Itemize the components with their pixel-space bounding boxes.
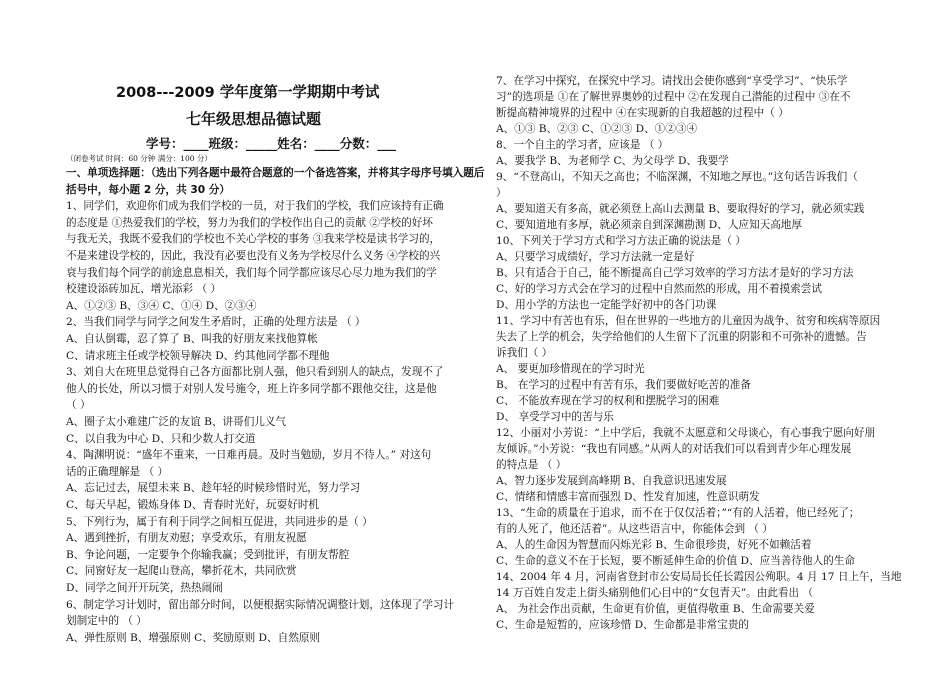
- question-line: C、 不能放弃现在学习的权利和摆脱学习的困难: [496, 395, 720, 407]
- question-line: C、每天早起，锻炼身体 D、青春时光好，玩耍好时机: [66, 499, 320, 511]
- question-line: 10、下列关于学习方式和学习方法正确的说法是（ ）: [496, 235, 746, 247]
- question-line: 4、陶渊明说：“盛年不重来，一日难再晨。及时当勉励，岁月不待人。” 对这句: [66, 449, 432, 462]
- question-line: A、 要更加珍惜现在的学习时光: [496, 363, 645, 375]
- question-line: 他人的长处，所以习惯于对别人发号施令，班上许多同学都不跟他交往，这是他: [66, 382, 437, 395]
- question-line: 失去了上学的机会，失学给他们的人生留下了沉重的阴影和不可弥补的遗憾。告: [496, 331, 867, 343]
- question-line: 与我无关，我既不爱我们的学校也不关心学校的事务 ③我来学校是读书学习的，: [66, 233, 441, 246]
- question-line: 友倾诉。”小芳说：“我也有同感。”从两人的对话我们可以看到青少年心理发展: [496, 443, 852, 455]
- question-line: A、人的生命因为智慧而闪烁光彩 B、生命很珍贵，好死不如赖活着: [496, 539, 812, 551]
- question-line: ）: [496, 187, 507, 199]
- question-line: 12、小丽对小芳说：“上中学后，我就不太愿意和父母谈心，有心事我宁愿向好朋: [496, 427, 876, 439]
- question-line: 8、一个自主的学习者，应该是 （ ）: [496, 139, 669, 151]
- question-line: 13、“生命的质量在于追求，而不在于仅仅活着；”“有的人活着，他已经死了；: [496, 507, 860, 519]
- question-line: 习”的选项是 ①在了解世界奥妙的过程中 ②在发现自己潜能的过程中 ③在不: [496, 91, 851, 103]
- question-line: 一、单项选择题：（选出下列各题中最符合题意的一个备选答案，并将其字母序号填入题后: [66, 167, 485, 179]
- question-line: C、生命的意义不在于长短，要不断延伸生命的价值 D、应当善待他人的生命: [496, 555, 855, 567]
- question-line: 14 万百姓自发走上街头痛别他们心目中的“女包青天”。由此看出 （: [496, 587, 814, 599]
- student-info-line: 学号：____班级：_____姓名：____分数：___: [146, 136, 397, 151]
- question-line: 的态度是 ①热爱我们的学校，努力为我们的学校作出自己的贡献 ②学校的好坏: [66, 216, 433, 229]
- question-line: C、好的学习方式会在学习的过程中自然而然的形成，用不着摸索尝试: [496, 283, 822, 295]
- question-line: A、圈子太小难建广泛的友谊 B、讲哥们儿义气: [66, 416, 287, 428]
- question-line: A、弹性原则 B、增强原则 C、奖励原则 D、自然原则: [66, 631, 321, 644]
- exam-note: （闭卷考试 时间：60 分钟 满分：100 分）: [66, 154, 212, 163]
- question-line: C、要知道地有多厚，就必须亲自到深渊勘测 D、人应知天高地厚: [496, 219, 802, 231]
- question-line: 的特点是 （ ）: [496, 459, 567, 471]
- question-line: （ ）: [66, 399, 91, 412]
- question-line: A、遇到挫折，有朋友劝慰；享受欢乐，有朋友祝愿: [66, 532, 307, 545]
- question-line: B、 在学习的过程中有苦有乐，我们要做好吃苦的准备: [496, 379, 751, 391]
- question-line: 5、下列行为，属于有利于同学之间相互促进，共同进步的是（ ）: [66, 515, 373, 528]
- exam-subtitle: 七年级思想品德试题: [186, 110, 322, 128]
- question-line: C、同窗好友一起爬山登高，攀折花木，共同欣赏: [66, 565, 297, 578]
- question-line: 断提高精神境界的过程中 ④在实现新的自我超越的过程中（ ）: [496, 107, 789, 119]
- question-line: 衰与我们每个同学的前途息息相关，我们每个同学都应该尽心尽力地为我们的学: [66, 266, 437, 279]
- question-line: A、自认倒霉，忍了算了 B、叫我的好朋友来找他算帐: [66, 333, 318, 345]
- question-line: 1、同学们，欢迎你们成为我们学校的一员，对于我们的学校，我们应该持有正确: [66, 200, 444, 213]
- question-line: C、情绪和情感丰富而强烈 D、性发育加速，性意识萌发: [496, 491, 760, 503]
- question-line: 11、学习中有苦也有乐，但在世界的一些地方的儿童因为战争、贫穷和疾病等原因: [496, 315, 881, 327]
- question-line: D、同学之间开开玩笑，热热闹闹: [66, 582, 223, 594]
- question-line: D、用小学的方法也一定能学好初中的各门功课: [496, 299, 717, 311]
- question-line: 2、当我们同学与同学之间发生矛盾时，正确的处理方法是 （ ）: [66, 316, 366, 329]
- question-line: 校建设添砖加瓦、增光添彩 （ ）: [66, 283, 222, 296]
- question-line: 划制定中的 （ ）: [66, 615, 147, 628]
- question-line: A、智力逐步发展到高峰期 B、自我意识迅速发展: [496, 475, 727, 487]
- question-line: 诉我们（ ）: [496, 347, 553, 359]
- question-line: 话的正确理解是 （ ）: [66, 465, 169, 478]
- question-line: 括号中，每小题 2 分，共 30 分）: [66, 183, 230, 196]
- question-line: B、争论问题，一定要争个你输我赢；受到批评，有朋友帮腔: [66, 548, 350, 561]
- question-line: 9、“不登高山，不知天之高也；不临深渊，不知地之厚也。”这句话告诉我们（: [496, 171, 858, 183]
- question-line: A、要知道天有多高，就必须登上高山去测量 B、要取得好的学习，就必须实践: [496, 203, 865, 215]
- question-line: C、请求班主任或学校领导解决 D、约其他同学都不理他: [66, 349, 330, 362]
- question-line: 有的人死了，他还活着”。从这些语言中，你能体会到 （ ）: [496, 523, 773, 535]
- question-line: 不是来建设学校的，因此，我没有必要也没有义务为学校尽什么义务 ④学校的兴: [66, 250, 441, 262]
- question-line: A、 为社会作出贡献，生命更有价值，更值得敬重 B、生命需要关爱: [496, 603, 815, 615]
- question-line: A、①②③ B、③④ C、①④ D、②③④: [66, 299, 257, 312]
- question-line: A、要我学 B、为老师学 C、为父母学 D、我要学: [496, 155, 729, 167]
- question-line: A、①③ B、②③ C、①②③ D、①②③④: [496, 123, 698, 135]
- question-line: 3、刘自大在班里总觉得自己各方面都比别人强，他只看到别人的缺点，发现不了: [66, 366, 444, 379]
- question-line: A、只要学习成绩好，学习方法就一定是好: [496, 251, 695, 263]
- question-line: 6、制定学习计划时，留出部分时间，以便根据实际情况调整计划，这体现了学习计: [66, 598, 455, 611]
- question-line: 7、在学习中探究，在探究中学习。请找出会使你感到“享受学习”、“快乐学: [496, 75, 848, 87]
- question-line: C、以自我为中心 D、只和少数人打交道: [66, 432, 256, 445]
- question-line: C、生命是短暂的，应该珍惜 D、生命都是非常宝贵的: [496, 619, 750, 631]
- question-line: 14、2004 年 4 月，河南省登封市公安局局长任长霞因公殉职。4 月 17 日上午，当地: [496, 571, 902, 583]
- exam-title: 2008---2009 学年度第一学期期中考试: [116, 85, 380, 101]
- question-line: B、只有适合于自己，能不断提高自己学习效率的学习方法才是好的学习方法: [496, 267, 854, 279]
- question-line: A、忘记过去，展望未来 B、趁年轻的时候珍惜时光，努力学习: [66, 482, 361, 495]
- question-line: D、 享受学习中的苦与乐: [496, 411, 614, 423]
